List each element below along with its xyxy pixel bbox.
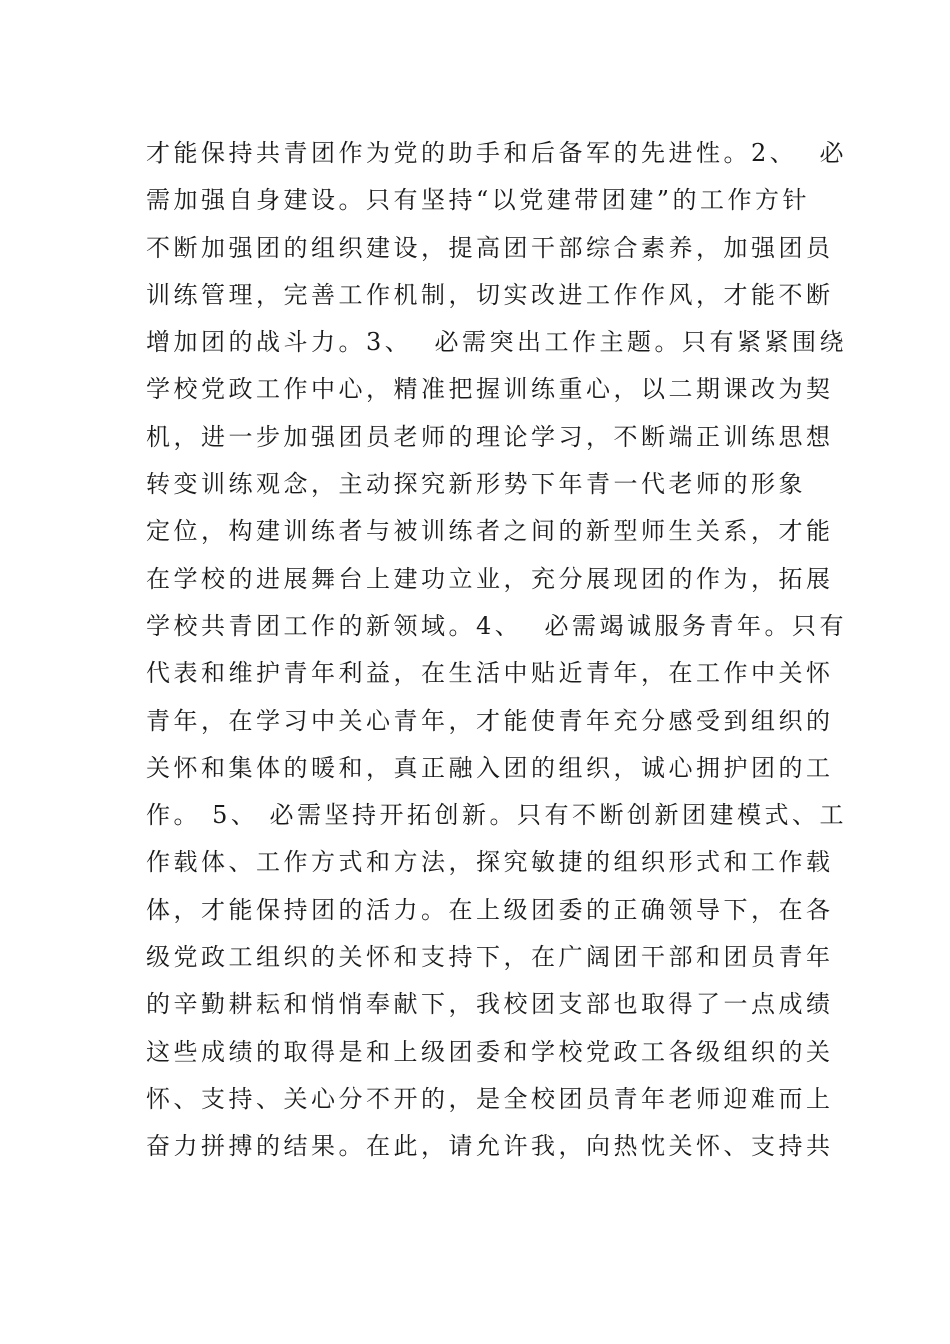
text-line: 学校党政工作中心，精准把握训练重心，以二期课改为契 <box>146 375 834 404</box>
text-line: 关怀和集体的暖和，真正融入团的组织，诚心拥护团的工 <box>146 753 834 782</box>
text-line: 青年，在学习中关心青年，才能使青年充分感受到组织的 <box>146 706 834 735</box>
text-line: 学校共青团工作的新领域。4、 必需竭诚服务青年。只有 <box>146 611 848 640</box>
text-line: 的辛勤耕耘和悄悄奉献下，我校团支部也取得了一点成绩 <box>146 990 834 1019</box>
text-line: 定位，构建训练者与被训练者之间的新型师生关系，才能 <box>146 517 834 546</box>
text-line: 转变训练观念，主动探究新形势下年青一代老师的形象 <box>146 470 806 499</box>
text-line: 奋力拼搏的结果。在此，请允许我，向热忱关怀、支持共 <box>146 1132 834 1161</box>
text-line: 才能保持共青团作为党的助手和后备军的先进性。2、 必 <box>146 139 848 167</box>
text-line: 代表和维护青年利益，在生活中贴近青年，在工作中关怀 <box>146 659 834 688</box>
text-line: 在学校的进展舞台上建功立业，充分展现团的作为，拓展 <box>146 564 834 593</box>
text-line: 作载体、工作方式和方法，探究敏捷的组织形式和工作载 <box>146 848 834 877</box>
text-line: 不断加强团的组织建设，提高团干部综合素养，加强团员 <box>146 233 834 262</box>
text-line: 怀、支持、关心分不开的，是全校团员青年老师迎难而上 <box>146 1084 834 1113</box>
text-line: 体，才能保持团的活力。在上级团委的正确领导下，在各 <box>146 895 834 924</box>
text-line: 增加团的战斗力。3、 必需突出工作主题。只有紧紧围绕 <box>146 328 848 357</box>
text-line: 级党政工组织的关怀和支持下，在广阔团干部和团员青年 <box>146 943 834 972</box>
body-text <box>146 130 848 1171</box>
text-line: 需加强自身建设。只有坚持“以党建带团建”的工作方针 <box>146 186 811 215</box>
text-line: 作。 5、 必需坚持开拓创新。只有不断创新团建模式、工 <box>146 801 848 830</box>
text-line: 机，进一步加强团员老师的理论学习，不断端正训练思想 <box>146 422 834 451</box>
text-line: 训练管理，完善工作机制，切实改进工作作风，才能不断 <box>146 280 834 309</box>
text-line: 这些成绩的取得是和上级团委和学校党政工各级组织的关 <box>146 1037 834 1066</box>
